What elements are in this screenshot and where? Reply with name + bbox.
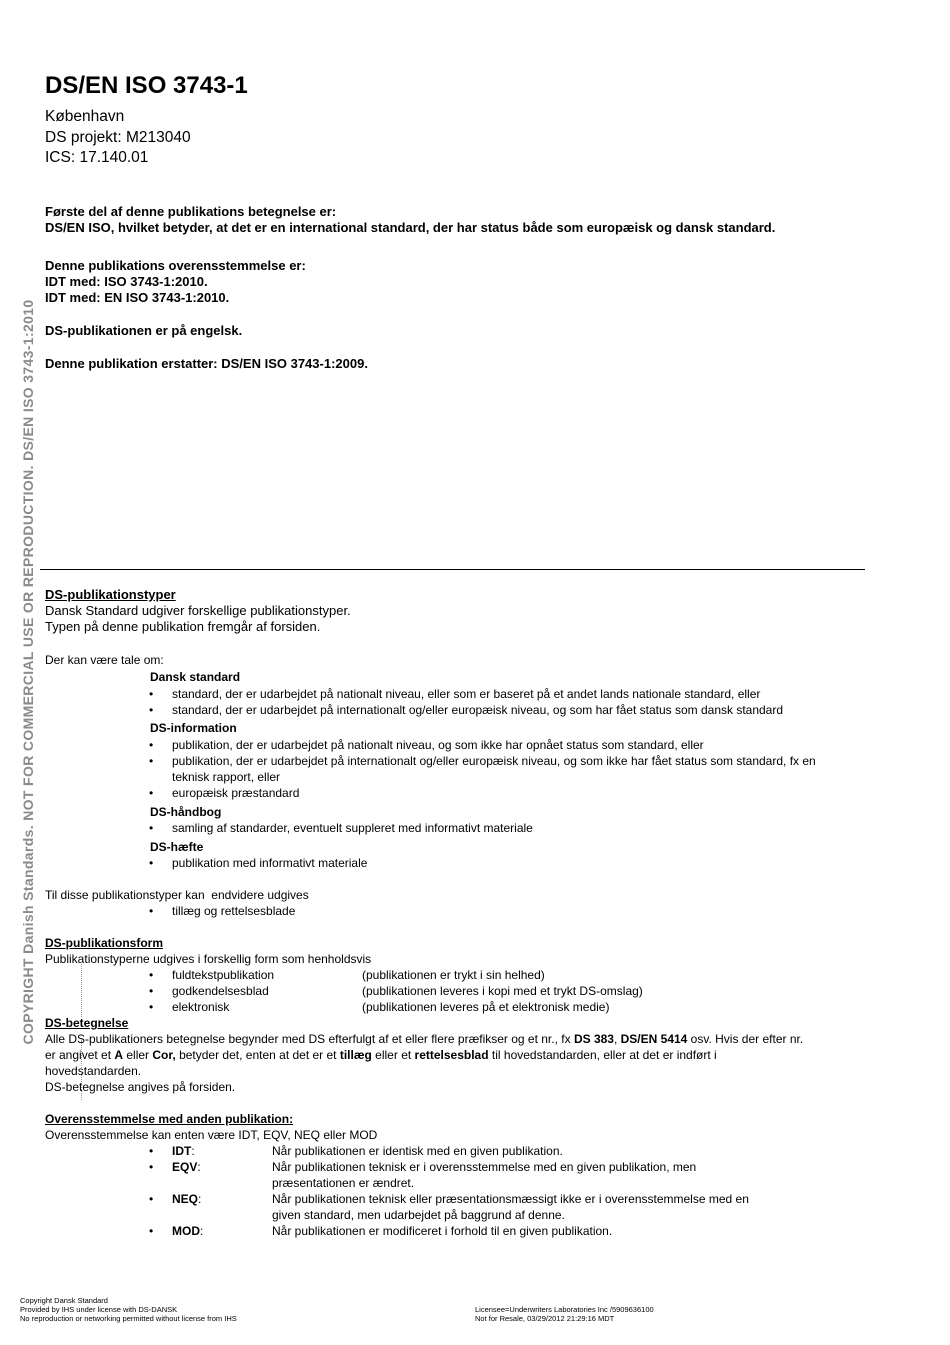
designation-text: er angivet et A eller Cor, betyder det, enten at det er et tillæg eller et rettelsesblad til hovedstandarden, eller at det er indført i	[45, 1048, 717, 1062]
bullet: •	[149, 1160, 154, 1174]
bullet: •	[149, 1192, 154, 1206]
group-title: DS-hæfte	[150, 840, 204, 854]
document-title: DS/EN ISO 3743-1	[45, 72, 248, 99]
types-text: Dansk Standard udgiver forskellige publikationstyper.	[45, 603, 351, 618]
form-lead: Publikationstyperne udgives i forskellig form som henholdsvis	[45, 952, 372, 966]
bullet: •	[149, 738, 154, 752]
list-item: standard, der er udarbejdet på internationalt og/eller europæisk niveau, og som har fået status som dansk standard	[172, 703, 784, 717]
group-title: DS-information	[150, 721, 237, 735]
list-item: samling af standarder, eventuelt suppleret med informativt materiale	[172, 821, 533, 835]
list-item: publikation, der er udarbejdet på internationalt og/eller europæisk niveau, og som ikke har fået status som standard, fx en	[172, 754, 816, 768]
margin-mark	[81, 1040, 82, 1100]
form-name: godkendelsesblad	[172, 984, 269, 998]
intro-line: Denne publikations overensstemmelse er:	[45, 258, 306, 273]
conformity-code: EQV:	[172, 1160, 201, 1174]
bullet: •	[149, 786, 154, 800]
group-title: DS-håndbog	[150, 805, 222, 819]
bullet: •	[149, 687, 154, 701]
extra-lead: Til disse publikationstyper kan endvidere udgives	[45, 888, 309, 902]
bullet: •	[149, 904, 154, 918]
form-desc: (publikationen leveres på et elektronisk medie)	[362, 1000, 610, 1014]
designation-text: Alle DS-publikationers betegnelse begynder med DS efterfulgt af et eller flere præfikser og et nr., fx DS 383, DS/EN 5414 osv. Hvis der efter nr.	[45, 1032, 804, 1046]
bullet: •	[149, 703, 154, 717]
copyright-watermark: COPYRIGHT Danish Standards. NOT FOR COMMERCIAL USE OR REPRODUCTION. DS/EN ISO 3743-1:2010	[20, 299, 36, 1045]
bullet: •	[149, 968, 154, 982]
conformity-lead: Overensstemmelse kan enten være IDT, EQV, NEQ eller MOD	[45, 1128, 378, 1142]
footer-left: Copyright Dansk Standard Provided by IHS under license with DS-DANSK No reproduction or networking permitted without license from IHS	[20, 1296, 237, 1323]
list-item: publikation med informativt materiale	[172, 856, 368, 870]
types-text: Typen på denne publikation fremgår af forsiden.	[45, 619, 321, 634]
margin-mark	[81, 962, 82, 1017]
intro-line: IDT med: EN ISO 3743-1:2010.	[45, 290, 230, 305]
form-name: fuldtekstpublikation	[172, 968, 275, 982]
bullet: •	[149, 821, 154, 835]
form-name: elektronisk	[172, 1000, 230, 1014]
designation-text: hovedstandarden.	[45, 1064, 142, 1078]
form-desc: (publikationen leveres i kopi med et trykt DS-omslag)	[362, 984, 643, 998]
designation-heading: DS-betegnelse	[45, 1016, 129, 1030]
list-item: tillæg og rettelsesblade	[172, 904, 296, 918]
conformity-desc: Når publikationen teknisk er i overensstemmelse med en given publikation, men	[272, 1160, 697, 1174]
conformity-code: MOD:	[172, 1224, 204, 1238]
ics-code: ICS: 17.140.01	[45, 149, 149, 166]
conformity-heading: Overensstemmelse med anden publikation:	[45, 1112, 294, 1126]
bullet: •	[149, 1000, 154, 1014]
conformity-desc: Når publikationen er identisk med en given publikation.	[272, 1144, 563, 1158]
conformity-code: IDT:	[172, 1144, 195, 1158]
language-note: DS-publikationen er på engelsk.	[45, 323, 243, 338]
designation-text: DS-betegnelse angives på forsiden.	[45, 1080, 236, 1094]
intro-line: Første del af denne publikations betegnelse er:	[45, 204, 337, 219]
bullet: •	[149, 856, 154, 870]
bullet: •	[149, 1144, 154, 1158]
group-title: Dansk standard	[150, 670, 241, 684]
bullet: •	[149, 1224, 154, 1238]
form-heading: DS-publikationsform	[45, 936, 164, 950]
project-number: DS projekt: M213040	[45, 129, 191, 146]
bullet: •	[149, 754, 154, 768]
types-heading: DS-publikationstyper	[45, 587, 176, 602]
types-lead: Der kan være tale om:	[45, 653, 164, 667]
conformity-desc: præsentationen er ændret.	[272, 1176, 415, 1190]
intro-line: DS/EN ISO, hvilket betyder, at det er en international standard, der har status både som europæisk og dansk standard.	[45, 220, 776, 235]
intro-line: IDT med: ISO 3743-1:2010.	[45, 274, 208, 289]
form-desc: (publikationen er trykt i sin helhed)	[362, 968, 545, 982]
conformity-desc: given standard, men udarbejdet på baggrund af denne.	[272, 1208, 565, 1222]
conformity-code: NEQ:	[172, 1192, 202, 1206]
city: København	[45, 108, 125, 125]
conformity-desc: Når publikationen teknisk eller præsentationsmæssigt ikke er i overensstemmelse med en	[272, 1192, 749, 1206]
replaces-note: Denne publikation erstatter: DS/EN ISO 3743-1:2009.	[45, 356, 368, 371]
footer-right: Licensee=Underwriters Laboratories Inc /5909636100 Not for Resale, 03/29/2012 21:29:16 MDT	[475, 1305, 654, 1323]
section-divider	[40, 569, 865, 570]
conformity-desc: Når publikationen er modificeret i forhold til en given publikation.	[272, 1224, 613, 1238]
list-item: standard, der er udarbejdet på nationalt niveau, eller som er baseret på et andet lands nationale standard, eller	[172, 687, 761, 701]
list-item: publikation, der er udarbejdet på nationalt niveau, og som ikke har opnået status som standard, eller	[172, 738, 704, 752]
list-item-cont: teknisk rapport, eller	[172, 770, 281, 784]
bullet: •	[149, 984, 154, 998]
list-item: europæisk præstandard	[172, 786, 300, 800]
